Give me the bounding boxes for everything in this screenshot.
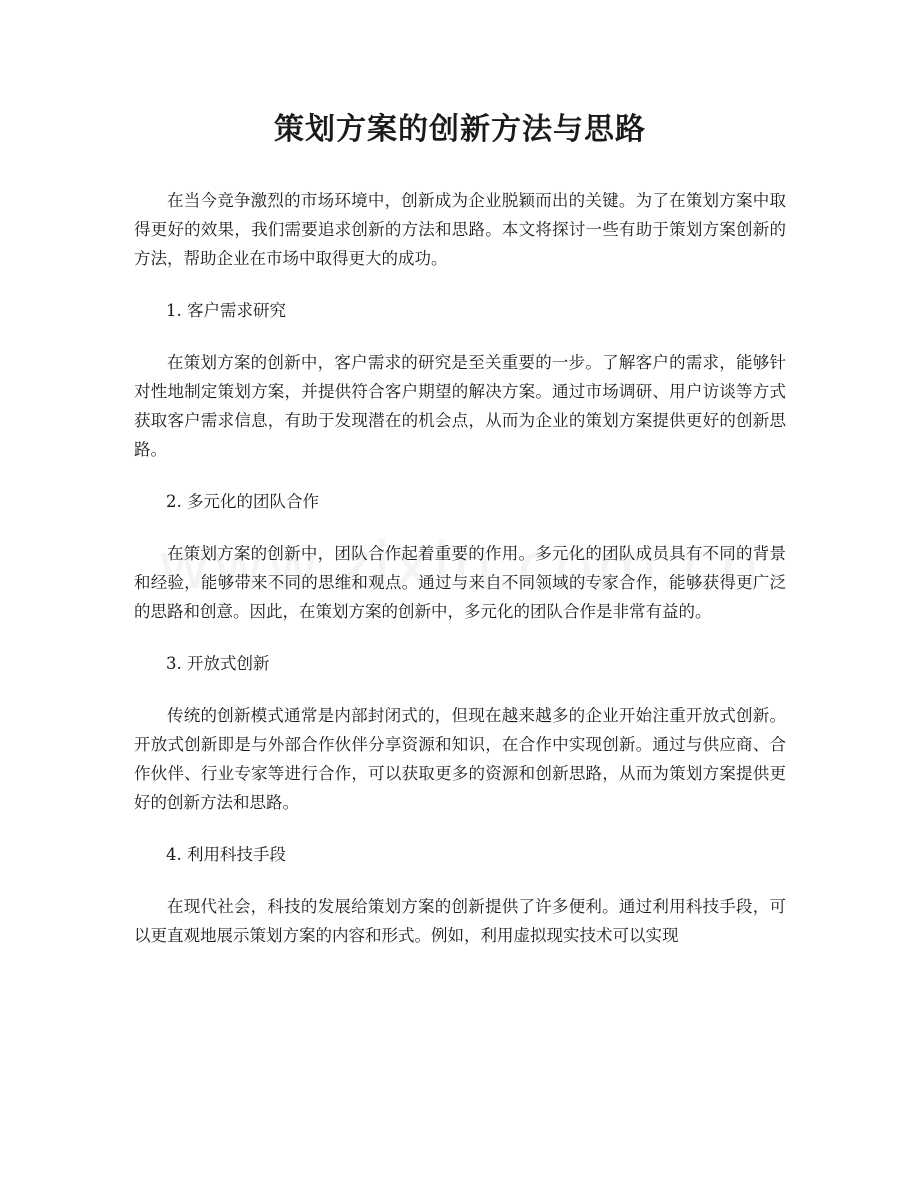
document-title: 策划方案的创新方法与思路	[274, 112, 646, 147]
document-body	[134, 186, 786, 950]
section-body-3: 传统的创新模式通常是内部封闭式的，但现在越来越多的企业开始注重开放式创新。开放式创新即是与外部合作伙伴分享资源和知识，在合作中实现创新。通过与供应商、合作伙伴、行业专家等进行合作，可以获取更多的资源和创新思路，从而为策划方案提供更好的创新方法和思路。	[134, 706, 786, 812]
section-body-2: 在策划方案的创新中，团队合作起着重要的作用。多元化的团队成员具有不同的背景和经验，能够带来不同的思维和观点。通过与来自不同领域的专家合作，能够获得更广泛的思路和创意。因此，在策划方案的创新中，多元化的团队合作是非常有益的。	[134, 544, 786, 621]
intro-paragraph: 在当今竞争激烈的市场环境中，创新成为企业脱颖而出的关键。为了在策划方案中取得更好的效果，我们需要追求创新的方法和思路。本文将探讨一些有助于策划方案创新的方法，帮助企业在市场中取得更大的成功。	[134, 191, 786, 268]
section-body-1: 在策划方案的创新中，客户需求的研究是至关重要的一步。了解客户的需求，能够针对性地制定策划方案，并提供符合客户期望的解决方案。通过市场调研、用户访谈等方式获取客户需求信息，有助于发现潜在的机会点，从而为企业的策划方案提供更好的创新思路。	[134, 353, 786, 459]
section-heading-2: 2. 多元化的团队合作	[166, 492, 319, 511]
section-heading-4: 4. 利用科技手段	[166, 845, 286, 864]
section-heading-1: 1. 客户需求研究	[166, 301, 286, 320]
section-heading-3: 3. 开放式创新	[166, 654, 270, 673]
section-body-4: 在现代社会，科技的发展给策划方案的创新提供了许多便利。通过利用科技手段，可以更直观地展示策划方案的内容和形式。例如，利用虚拟现实技术可以实现	[134, 897, 786, 945]
